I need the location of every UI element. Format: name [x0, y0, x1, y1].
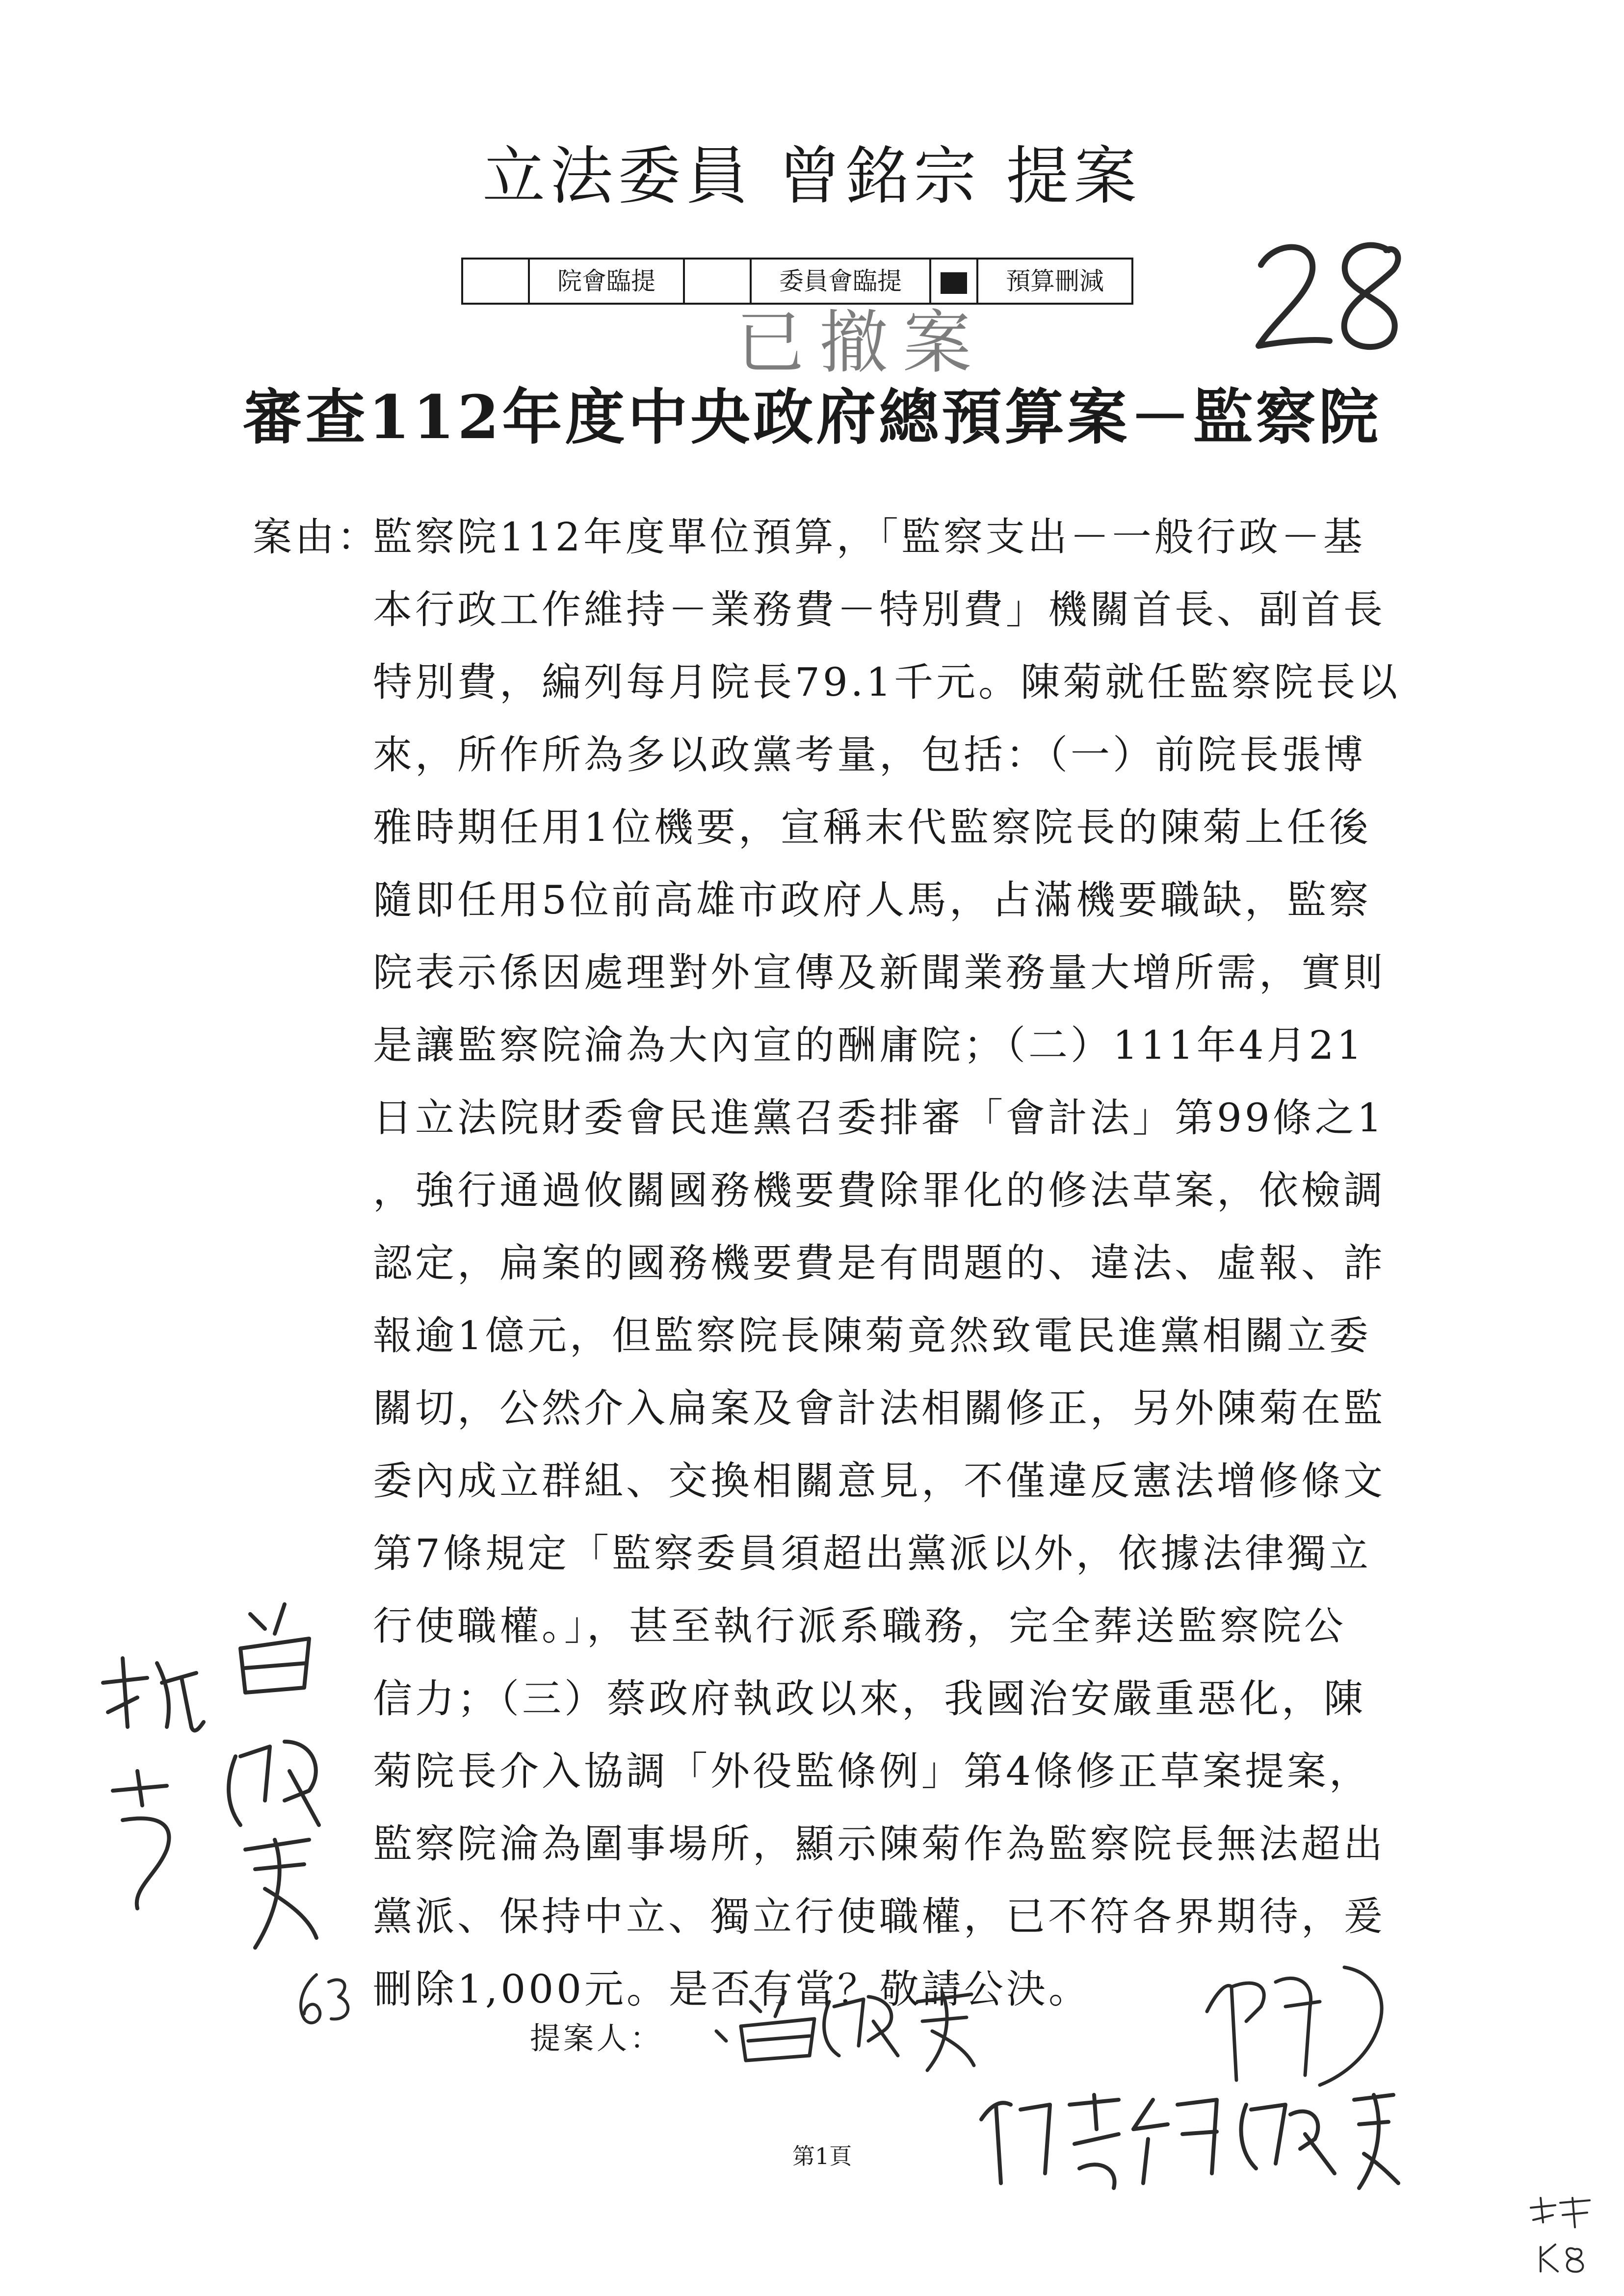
filled-square-icon — [941, 272, 967, 294]
handwritten-page-note — [289, 1967, 358, 2031]
cosigner-signature — [971, 2075, 1403, 2203]
case-line: 日立法院財委會民進黨召委排審「會計法」第99條之1 — [373, 1095, 1385, 1141]
case-line: 本行政工作維持－業務費－特別費」機關首長、副首長 — [373, 587, 1386, 632]
case-body — [373, 513, 1403, 2037]
page-number: 第1頁 — [792, 2143, 852, 2169]
handwritten-number-annotation — [1246, 231, 1413, 358]
checkbox-empty — [684, 259, 751, 304]
case-line: 報逾1億元，但監察院長陳菊竟然致電民進黨相關立委 — [373, 1313, 1371, 1358]
proposer-signature — [707, 1972, 981, 2075]
case-line: 認定，扁案的國務機要費是有問題的、違法、虛報、詐 — [373, 1240, 1386, 1286]
document-header: 立法委員 曾銘宗 提案 — [482, 140, 1142, 213]
case-line: 隨即任用5位前高雄市政府人馬，占滿機要職缺，監察 — [373, 877, 1371, 923]
category-option-label: 院會臨提 — [529, 259, 684, 304]
case-line: 關切，公然介入扁案及會計法相關修正，另外陳菊在監 — [373, 1385, 1386, 1431]
case-line: ，強行通過攸關國務機要費除罪化的修法草案，依檢調 — [373, 1168, 1386, 1213]
case-line: 來，所作所為多以政黨考量，包括：（一）前院長張博 — [373, 732, 1366, 778]
handwritten-withdrawal-note — [93, 1644, 216, 1918]
checkbox-empty — [462, 259, 529, 304]
category-option-label: 委員會臨提 — [751, 259, 930, 304]
case-line: 是讓監察院淪為大內宣的酬庸院；（二）111年4月21 — [373, 1022, 1365, 1068]
case-line: 院表示係因處理對外宣傳及新聞業務量大增所需，實則 — [373, 950, 1386, 995]
case-line: 第7條規定「監察委員須超出黨派以外，依據法律獨立 — [373, 1531, 1371, 1576]
proposer-label: 提案人： — [530, 2020, 664, 2056]
case-line: 特別費，編列每月院長79.1千元。陳菊就任監察院長以 — [373, 659, 1401, 705]
case-line: 刪除1,000元。是否有當？敬請公決。 — [373, 1966, 1091, 2012]
case-line: 行使職權。」，甚至執行派系職務，完全葬送監察院公 — [373, 1603, 1346, 1649]
checkbox-checked — [930, 259, 977, 304]
case-line: 監察院112年度單位預算，「監察支出－一般行政－基 — [373, 514, 1365, 560]
case-line: 監察院淪為圍事場所，顯示陳菊作為監察院長無法超出 — [373, 1821, 1386, 1867]
proposal-category-form — [461, 258, 1133, 305]
case-line: 委內成立群組、交換相關意見，不僅違反憲法增修條文 — [373, 1458, 1386, 1504]
handwritten-margin-signature — [211, 1594, 339, 1967]
case-line: 黨派、保持中立、獨立行使職權，已不符各界期待，爰 — [373, 1894, 1386, 1939]
handwritten-corner-note — [1526, 2193, 1599, 2276]
case-label: 案由： — [253, 514, 379, 560]
category-option-label: 預算刪減 — [977, 259, 1132, 304]
subject-title: 審查112年度中央政府總預算案－監察院 — [242, 382, 1382, 452]
case-line: 菊院長介入協調「外役監條例」第4條修正草案提案， — [373, 1748, 1371, 1794]
case-line: 信力；（三）蔡政府執政以來，我國治安嚴重惡化，陳 — [373, 1676, 1366, 1722]
case-line: 雅時期任用1位機要，宣稱末代監察院長的陳菊上任後 — [373, 805, 1371, 850]
withdrawn-stamp: 已撤案 — [736, 303, 987, 383]
